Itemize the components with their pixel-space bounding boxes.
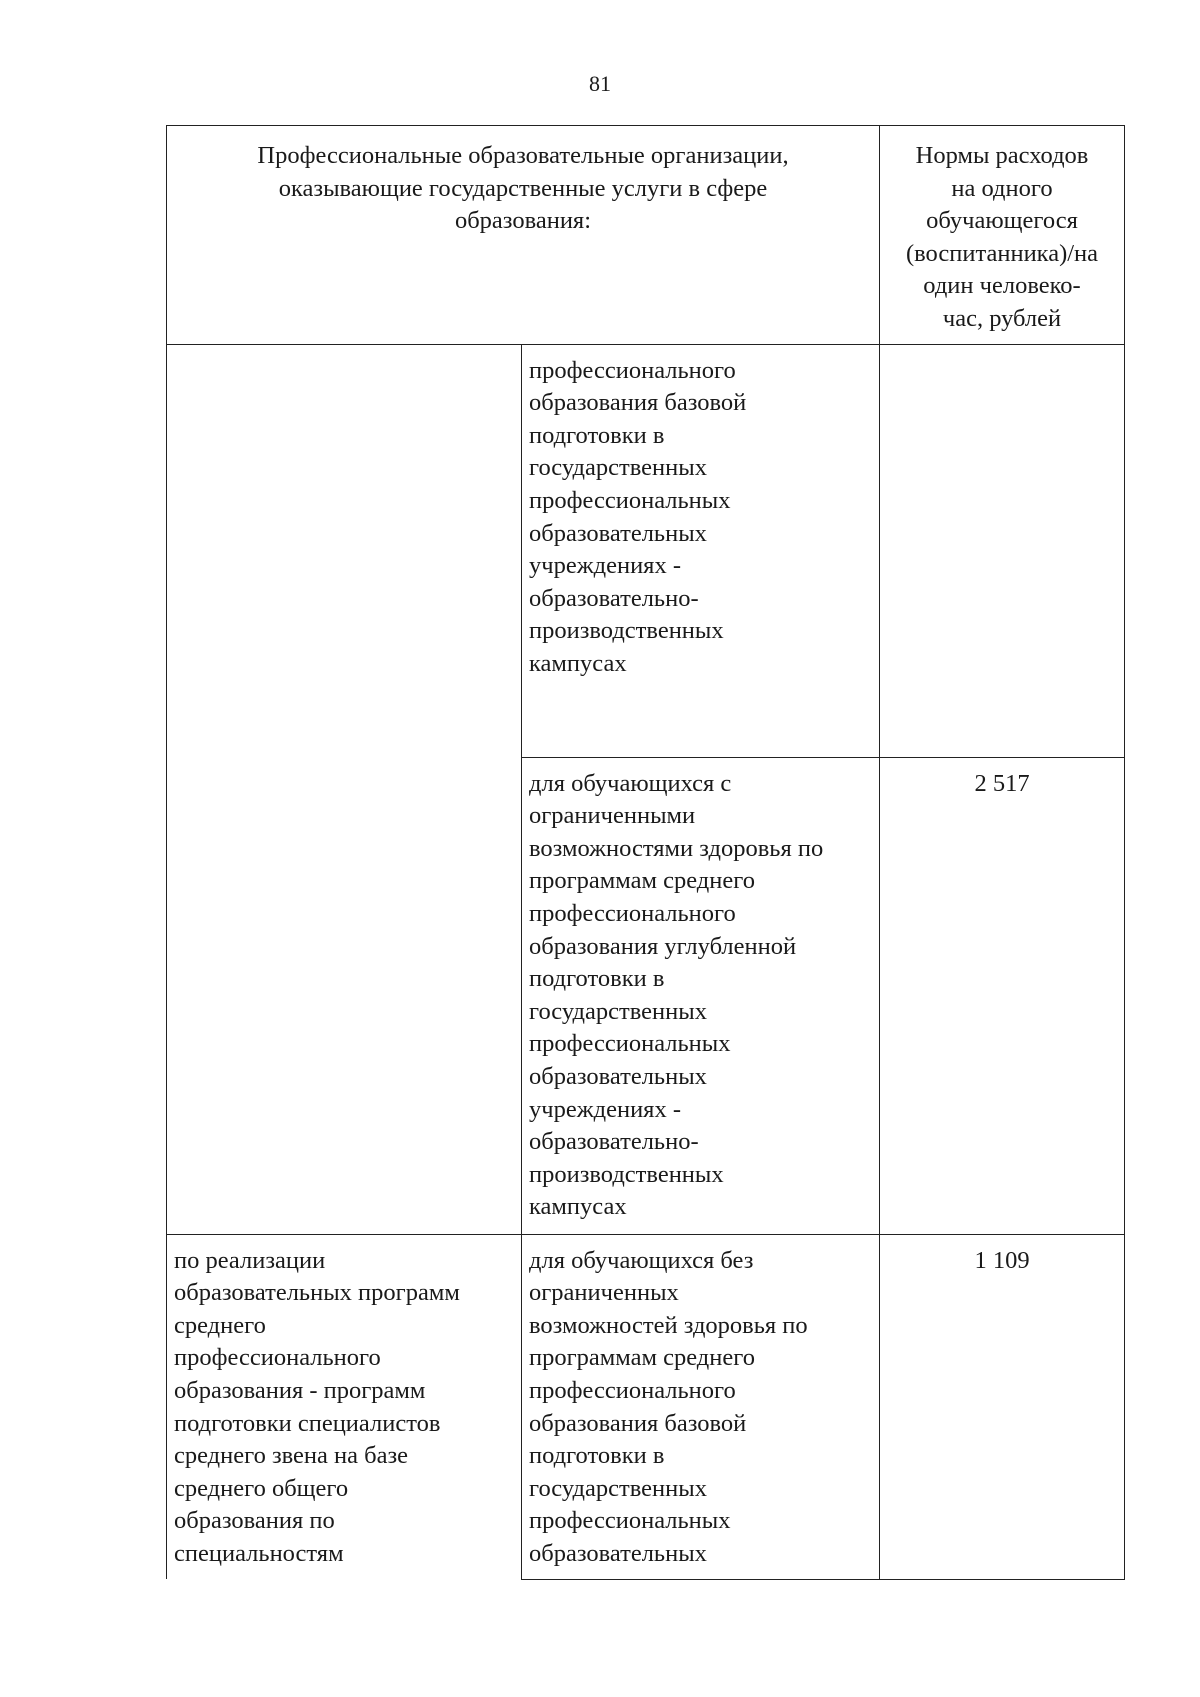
table-header-row <box>167 126 1125 345</box>
amount-cell: 2 517 <box>880 757 1125 1234</box>
service-cell: по реализации образовательных программ среднего профессионального образования - программ подготовки специалистов среднего звена на базе среднего общего образования по специальностям <box>167 1234 522 1579</box>
page-number: 81 <box>589 71 611 96</box>
table-row <box>167 1234 1125 1579</box>
header-organizations-cell: Профессиональные образовательные организации, оказывающие государственные услуги в сфере образования: <box>167 126 880 345</box>
table-row <box>167 344 1125 757</box>
category-cell: для обучающихся без ограниченных возможностей здоровья по программам среднего профессионального образования базовой подготовки в государственных профессиональных образовательных <box>522 1234 880 1579</box>
category-cell: профессионального образования базовой подготовки в государственных профессиональных образовательных учреждениях - образовательно- производственных кампусах <box>522 344 880 757</box>
amount-cell: 1 109 <box>880 1234 1125 1579</box>
category-cell: для обучающихся с ограниченными возможностями здоровья по программам среднего профессионального образования углубленной подготовки в государственных профессиональных образовательных учреждениях - образовательно- производственных кампусах <box>522 757 880 1234</box>
header-norms-cell: Нормы расходов на одного обучающегося (воспитанника)/на один человеко- час, рублей <box>880 126 1125 345</box>
service-cell <box>167 344 522 1234</box>
amount-cell <box>880 344 1125 757</box>
expense-norms-table <box>166 125 1125 1580</box>
